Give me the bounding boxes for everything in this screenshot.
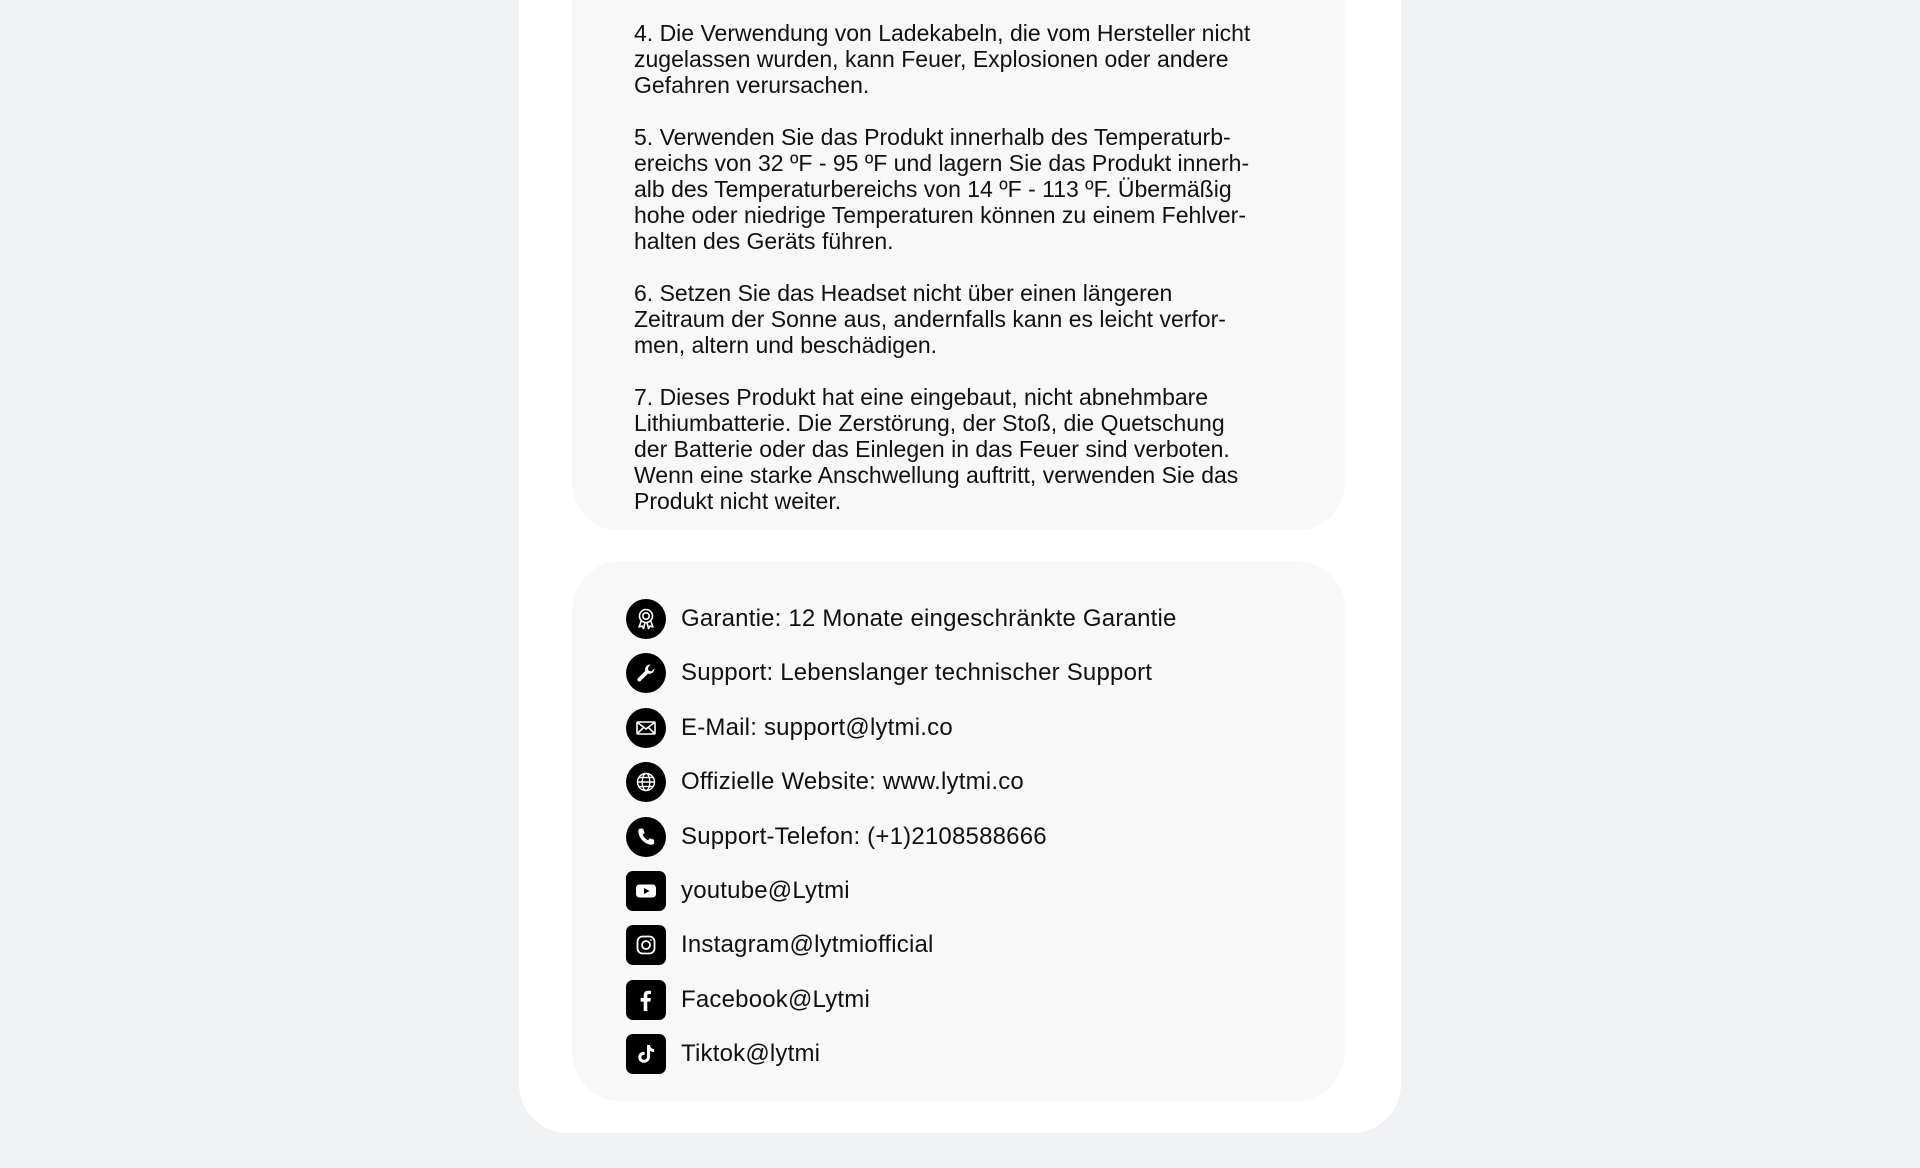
contact-item-tiktok[interactable]: [626, 1034, 1177, 1088]
safety-note-4: 4. Die Verwendung von Ladekabeln, die vom Hersteller nicht zugelassen wurden, kann Feuer, Explosionen oder andere Gefahren verursachen.: [634, 20, 1251, 98]
phone-icon: [626, 817, 666, 857]
tiktok-link[interactable]: Tiktok@lytmi: [681, 1040, 821, 1068]
safety-note-6: 6. Setzen Sie das Headset nicht über einen längeren Zeitraum der Sonne aus, andernfalls kann es leicht verfor- men, altern und beschädigen.: [634, 280, 1226, 358]
youtube-link[interactable]: youtube@Lytmi: [681, 876, 850, 904]
manual-page: [519, 0, 1401, 1133]
contact-item-email[interactable]: [626, 708, 1177, 762]
email-link[interactable]: E-Mail: support@lytmi.co: [681, 713, 953, 741]
safety-note-5: 5. Verwenden Sie das Produkt innerhalb des Temperaturb- ereichs von 32 ºF - 95 ºF und lagern Sie das Produkt innerh- alb des Temperaturbereichs von 14 ºF - 113 ºF. Übermäßig hohe oder niedrige Temperaturen können zu einem Fehlver- halten des Geräts führen.: [634, 124, 1250, 254]
contact-item-instagram[interactable]: [626, 925, 1177, 979]
facebook-icon: [626, 980, 666, 1020]
warranty-text: Garantie: 12 Monate eingeschränkte Garantie: [681, 605, 1177, 632]
contact-panel: [572, 561, 1345, 1101]
contact-item-phone[interactable]: [626, 817, 1177, 871]
support-text: Support: Lebenslanger technischer Support: [681, 659, 1153, 687]
website-link[interactable]: Offizielle Website: www.lytmi.co: [681, 768, 1024, 796]
wrench-icon: [626, 653, 666, 693]
award-icon: [626, 599, 666, 639]
globe-icon: [626, 762, 666, 802]
facebook-link[interactable]: Facebook@Lytmi: [681, 985, 871, 1013]
tiktok-icon: [626, 1034, 666, 1074]
contact-item-youtube[interactable]: [626, 871, 1177, 925]
contact-item-warranty: [626, 599, 1177, 653]
instagram-icon: [626, 925, 666, 965]
contact-list: [626, 599, 1177, 1089]
contact-item-website[interactable]: [626, 762, 1177, 816]
phone-text[interactable]: Support-Telefon: (+1)2108588666: [681, 822, 1047, 850]
contact-item-support: [626, 653, 1177, 707]
safety-notes-list: [634, 20, 1304, 540]
safety-note-7: 7. Dieses Produkt hat eine eingebaut, nicht abnehmbare Lithiumbatterie. Die Zerstörung, der Stoß, die Quetschung der Batterie oder das Einlegen in das Feuer sind verboten. Wenn eine starke Anschwellung auftritt, verwenden Sie das Produkt nicht weiter.: [634, 384, 1239, 514]
instagram-link[interactable]: Instagram@lytmiofficial: [681, 931, 934, 959]
safety-notes-panel: [572, 0, 1345, 531]
mail-icon: [626, 708, 666, 748]
youtube-icon: [626, 871, 666, 911]
contact-item-facebook[interactable]: [626, 980, 1177, 1034]
